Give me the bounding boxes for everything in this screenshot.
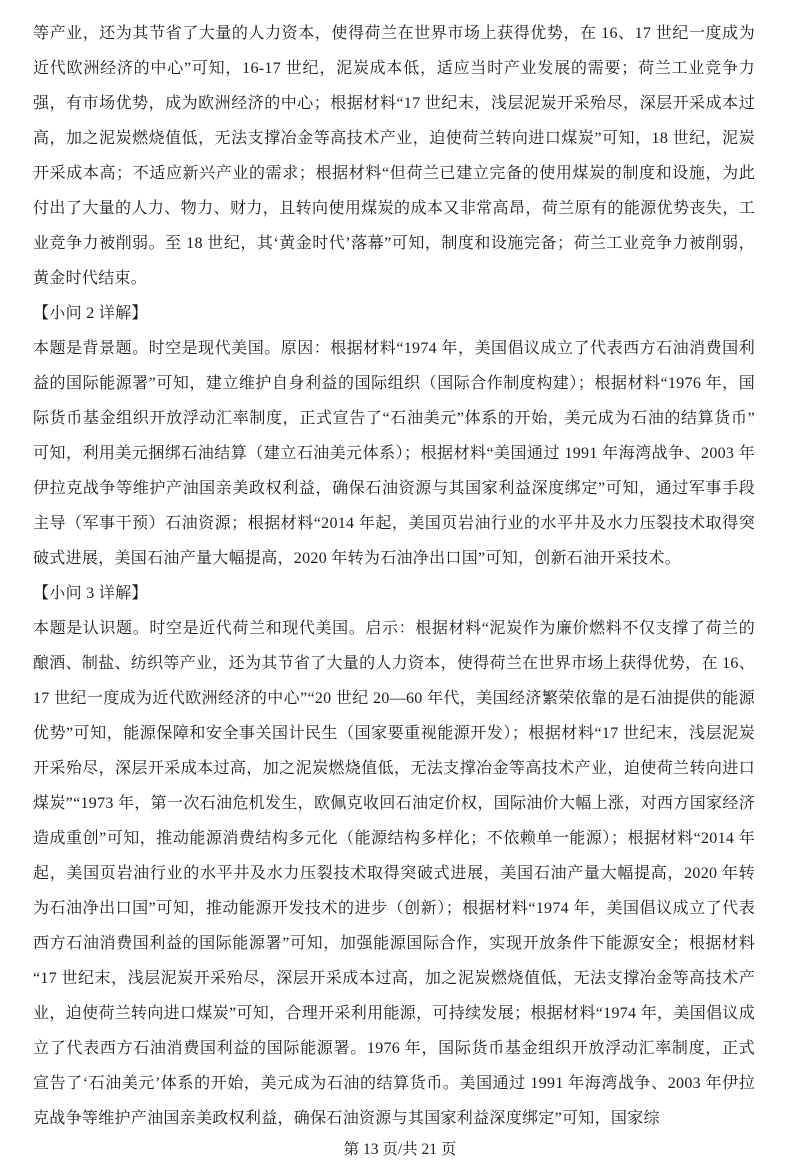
page-number: 第 13 页/共 21 页 [343,1141,457,1158]
subquestion-2-heading: 【小问 2 详解】 [33,305,148,322]
answer-paragraph-q3: 本题是认识题。时空是近代荷兰和现代美国。启示：根据材料“泥炭作为廉价燃料不仅支撑了荷兰的酿酒、制盐、纺织等产业，还为其节省了大量的人力资本，使得荷兰在世界市场上获得优势，在 16、17 世纪一度成为近代欧洲经济的中心”“20 世纪 20—60 年代，美国经济繁荣依靠的是石油提供的能源优势”可知，能源保障和安全事关国计民生（国家要重视能源开发）；根据材料“17 世纪末，浅层泥炭开采殆尽，深层开采成本过高，加之泥炭燃烧值低，无法支撑冶金等高技术产业，迫使荷兰转向进口煤炭”“1973 年，第一次石油危机发生，欧佩克收回石油定价权，国际油价大幅上涨，对西方国家经济造成重创”可知，推动能源消费结构多元化（能源结构多样化；不依赖单一能源）；根据材料“2014 年起，美国页岩油行业的水平井及水力压裂技术取得突破式进展，美国石油产量大幅提高，2020 年转为石油净出口国”可知，推动能源开发技术的进步（创新）；根据材料“1974 年，美国倡议成立了代表西方石油消费国利益的国际能源署”可知，加强能源国际合作，实现开放条件下能源安全；根据材料“17 世纪末，浅层泥炭开采殆尽，深层开采成本过高，加之泥炭燃烧值低，无法支撑冶金等高技术产业，迫使荷兰转向进口煤炭”可知，合理开采利用能源，可持续发展；根据材料“1974 年，美国倡议成立了代表西方石油消费国利益的国际能源署。1976 年，国际货币基金组织开放浮动汇率制度，正式宣告了‘石油美元’体系的开始，美元成为石油的结算货币。美国通过 1991 年海湾战争、2003 年伊拉克战争等维护产油国亲美政权利益，确保石油资源与其国家利益深度绑定”可知，国家综 [33,620,755,1127]
answer-paragraph-q2: 本题是背景题。时空是现代美国。原因：根据材料“1974 年，美国倡议成立了代表西方石油消费国利益的国际能源署”可知，建立维护自身利益的国际组织（国际合作制度构建）；根据材料“1976 年，国际货币基金组织开放浮动汇率制度，正式宣告了“石油美元”体系的开始，美元成为石油的结算货币”可知，利用美元捆绑石油结算（建立石油美元体系）；根据材料“美国通过 1991 年海湾战争、2003 年伊拉克战争等维护产油国亲美政权利益，确保石油资源与其国家利益深度绑定”可知，通过军事手段主导（军事干预）石油资源；根据材料“2014 年起，美国页岩油行业的水平井及水力压裂技术取得突破式进展，美国石油产量大幅提高，2020 年转为石油净出口国”可知，创新石油开采技术。 [33,340,755,567]
answer-paragraph-q1-continued: 等产业，还为其节省了大量的人力资本，使得荷兰在世界市场上获得优势，在 16、17 世纪一度成为近代欧洲经济的中心”可知，16-17 世纪，泥炭成本低，适应当时产业发展的需要；荷兰工业竞争力强，有市场优势，成为欧洲经济的中心；根据材料“17 世纪末，浅层泥炭开采殆尽，深层开采成本过高，加之泥炭燃烧值低，无法支撑冶金等高技术产业，迫使荷兰转向进口煤炭”可知，18 世纪，泥炭开采成本高；不适应新兴产业的需求；根据材料“但荷兰已建立完备的使用煤炭的制度和设施，为此付出了大量的人力、物力、财力，且转向使用煤炭的成本又非常高昂，荷兰原有的能源优势丧失，工业竞争力被削弱。至 18 世纪，其‘黄金时代’落幕”可知，制度和设施完备；荷兰工业竞争力被削弱，黄金时代结束。 [33,25,755,287]
subquestion-3-heading: 【小问 3 详解】 [33,585,148,602]
